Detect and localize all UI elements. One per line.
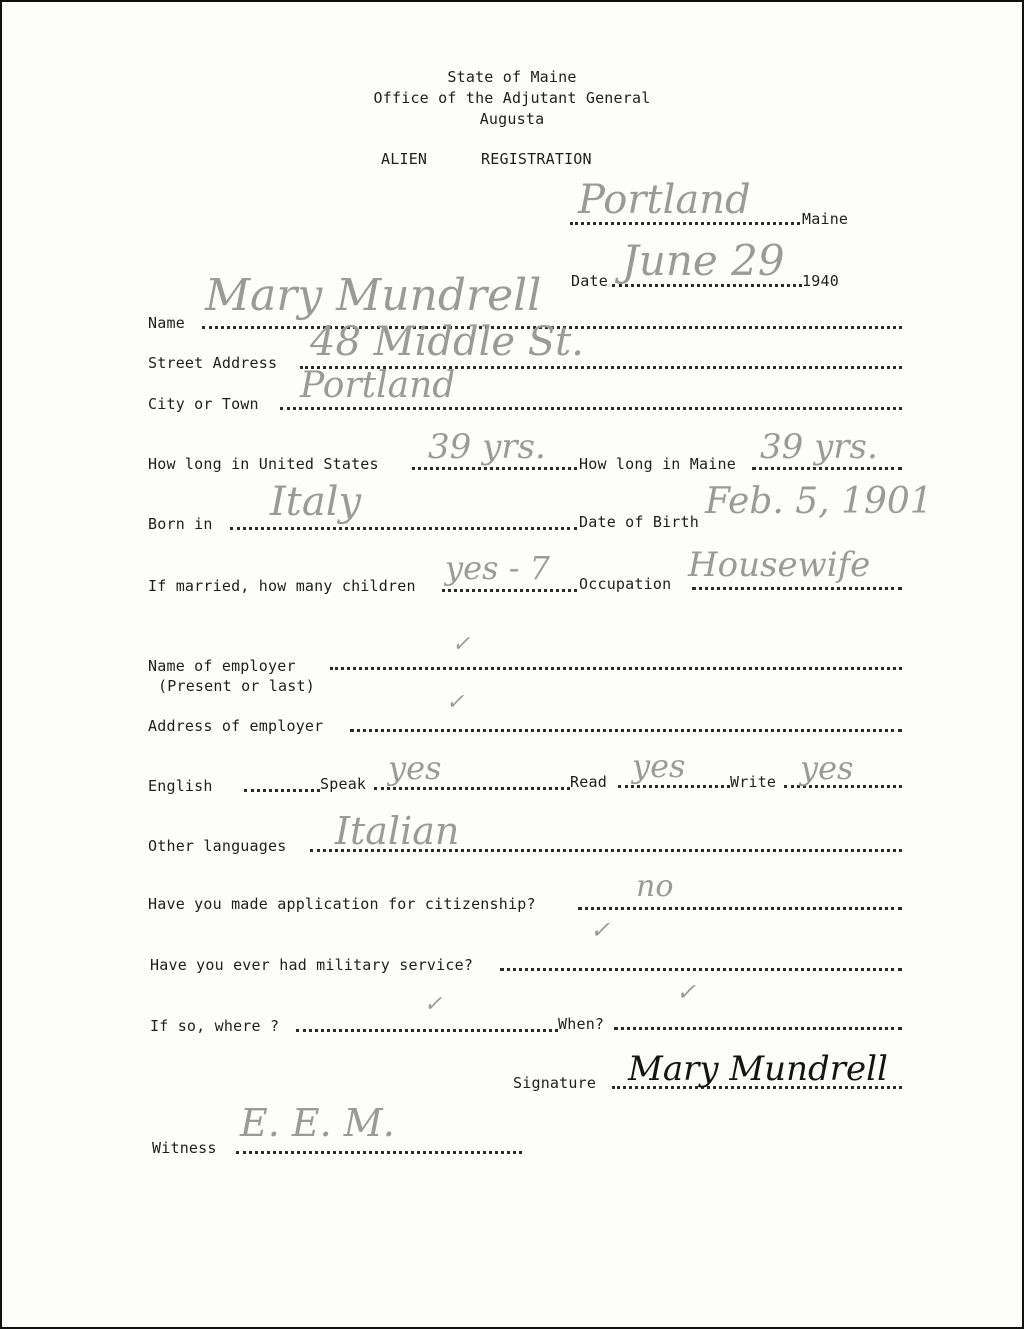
employer-address-check-mark: ✓ — [446, 690, 465, 715]
how-long-maine-label: How long in Maine — [579, 455, 736, 473]
place-handwritten: Portland — [578, 177, 751, 223]
read-dots — [618, 785, 730, 788]
born-in-dots — [230, 527, 577, 530]
when-label: When? — [558, 1015, 605, 1033]
born-in-value: Italy — [270, 479, 362, 525]
military-dots — [500, 968, 902, 971]
date-year: 1940 — [802, 272, 839, 290]
military-check-mark: ✓ — [590, 916, 611, 944]
occupation-value: Housewife — [688, 545, 871, 585]
military-label: Have you ever had military service? — [150, 956, 474, 974]
city-dots — [280, 407, 902, 410]
how-long-maine-value: 39 yrs. — [760, 427, 878, 467]
dob-label: Date of Birth — [579, 513, 699, 531]
how-long-maine-dots — [752, 467, 902, 470]
children-value: yes - 7 — [445, 549, 550, 587]
citizenship-dots — [578, 907, 902, 910]
speak-dots — [374, 787, 570, 790]
write-value: yes — [800, 749, 854, 787]
speak-label: Speak — [320, 775, 367, 793]
english-dots — [244, 789, 320, 792]
witness-value: E. E. M. — [240, 1101, 395, 1145]
how-long-us-value: 39 yrs. — [428, 427, 546, 467]
read-value: yes — [632, 747, 686, 785]
witness-dots — [236, 1151, 522, 1154]
employer-name-dots — [330, 667, 902, 670]
how-long-us-label: How long in United States — [148, 455, 379, 473]
children-label: If married, how many children — [148, 577, 416, 595]
signature-value: Mary Mundrell — [628, 1049, 888, 1089]
how-long-us-dots — [412, 467, 577, 470]
english-label: English — [148, 777, 213, 795]
speak-value: yes — [388, 749, 442, 787]
occupation-label: Occupation — [579, 575, 672, 593]
when-check-mark: ✓ — [676, 978, 697, 1006]
children-dots — [442, 589, 577, 592]
header-state: State of Maine — [447, 68, 577, 86]
witness-label: Witness — [152, 1139, 217, 1157]
other-languages-label: Other languages — [148, 837, 287, 855]
employer-address-dots — [350, 729, 902, 732]
citizenship-label: Have you made application for citizenship? — [148, 895, 536, 913]
if-so-where-dots — [296, 1029, 558, 1032]
other-languages-value: Italian — [335, 809, 460, 853]
date-label: Date — [571, 272, 608, 290]
form-title-alien: ALIEN — [381, 150, 428, 168]
write-label: Write — [730, 773, 777, 791]
occupation-dots — [692, 587, 902, 590]
dob-value: Feb. 5, 1901 — [705, 481, 933, 522]
place-suffix: Maine — [802, 210, 849, 228]
where-check-mark: ✓ — [424, 992, 443, 1017]
if-so-where-label: If so, where ? — [150, 1017, 280, 1035]
when-dots — [614, 1027, 902, 1030]
signature-label: Signature — [513, 1074, 597, 1092]
name-value: Mary Mundrell — [205, 270, 542, 321]
header-office: Office of the Adjutant General — [373, 89, 651, 107]
city-value: Portland — [300, 365, 456, 406]
citizenship-value: no — [636, 869, 674, 904]
born-in-label: Born in — [148, 515, 213, 533]
employer-check-mark: ✓ — [452, 632, 471, 657]
employer-name-sublabel: (Present or last) — [158, 677, 315, 695]
header-city: Augusta — [479, 110, 545, 128]
street-address-label: Street Address — [148, 354, 278, 372]
date-handwritten: June 29 — [622, 236, 785, 285]
employer-address-label: Address of employer — [148, 717, 324, 735]
form-title-registration: REGISTRATION — [481, 150, 592, 168]
street-address-value: 48 Middle St. — [310, 319, 584, 365]
city-label: City or Town — [148, 395, 259, 413]
name-label: Name — [148, 314, 185, 332]
read-label: Read — [570, 773, 607, 791]
employer-name-label: Name of employer — [148, 657, 296, 675]
